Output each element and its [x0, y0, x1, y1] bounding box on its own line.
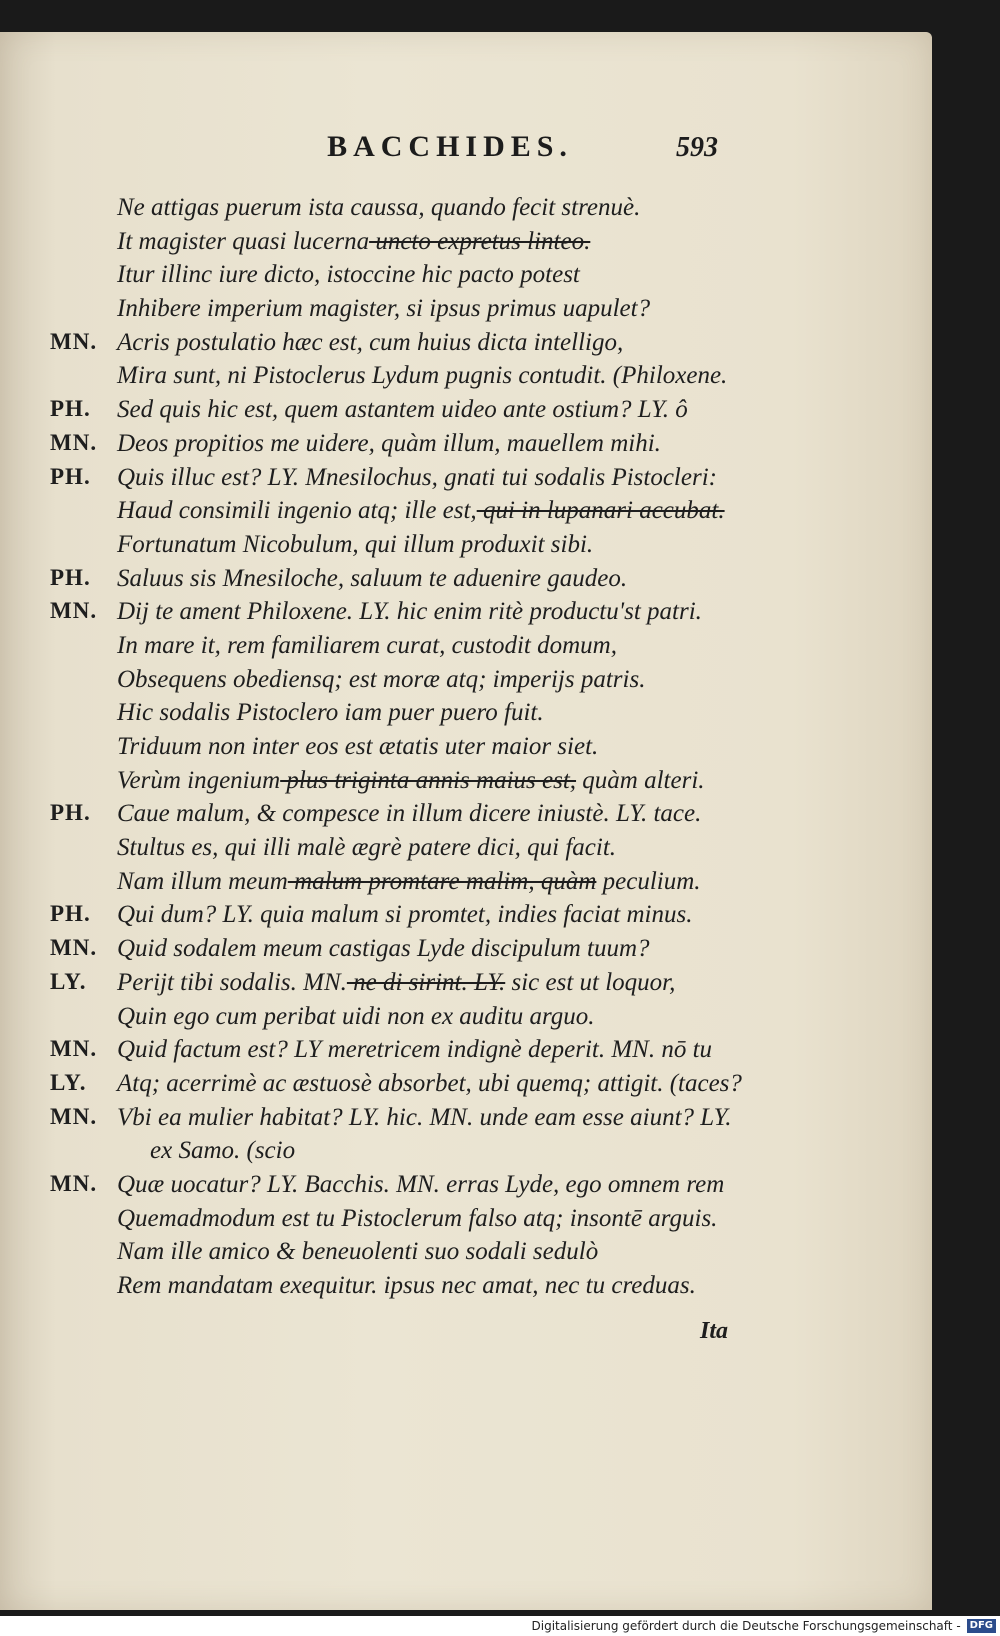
verse-text-main: Quid sodalem meum castigas Lyde discipulum tuum? [117, 935, 650, 963]
verse-text [117, 1205, 717, 1233]
running-title: BACCHIDES. [327, 130, 573, 163]
speaker-label: MN. [50, 429, 98, 455]
verse-text [117, 935, 650, 963]
verse-text [117, 969, 675, 997]
struck-through-text: qui in lupanari accubat. [476, 497, 725, 525]
verse-text [117, 632, 617, 660]
verse-line [0, 800, 932, 834]
verse-line [0, 1205, 932, 1239]
verse-line [0, 464, 932, 498]
verse-line [0, 632, 932, 666]
verse-text-main: ex Samo. (scio [150, 1137, 296, 1165]
speaker-label: MN. [50, 598, 98, 624]
verse-text-main: Caue malum, & compesce in illum dicere iniustè. LY. tace. [117, 800, 702, 828]
verse-text-main: Verùm ingenium [117, 766, 281, 794]
verse-line [0, 194, 932, 228]
verse-text-main: It magister quasi lucerna [117, 227, 370, 255]
verse-text-main: Nam ille amico & beneuolenti suo sodali sedulò [117, 1238, 599, 1266]
speaker-label: PH. [50, 564, 91, 590]
struck-through-text: uncto expretus linteo. [369, 227, 591, 255]
verse-text-main: Inhibere imperium magister, si ipsus primus uapulet? [117, 295, 651, 323]
verse-text-main: Deos propitios me uidere, quàm illum, mauellem mihi. [117, 429, 661, 457]
speaker-label: MN. [50, 1170, 98, 1196]
verse-line [0, 295, 932, 329]
verse-text [117, 1104, 732, 1132]
verse-text [117, 868, 701, 896]
verse-text-main: Acris postulatio hæc est, cum huius dicta intelligo, [117, 328, 624, 356]
verse-line [0, 767, 932, 801]
verse-text-main: Stultus es, qui illi malè ægrè patere dici, qui facit. [117, 834, 617, 862]
verse-text-after: sic est ut loquor, [505, 968, 676, 996]
verse-line [0, 935, 932, 969]
verse-line [0, 1272, 932, 1306]
verse-text [117, 1003, 595, 1031]
verse-line [0, 531, 932, 565]
verse-line [0, 228, 932, 262]
verse-text-main: Ne attigas puerum ista caussa, quando fecit strenuè. [117, 194, 641, 221]
verse-text [117, 901, 692, 929]
verse-list [0, 194, 932, 1306]
verse-text [117, 666, 645, 694]
verse-text [117, 565, 627, 593]
verse-text [117, 767, 705, 795]
speaker-label: LY. [50, 1069, 87, 1095]
verse-line [0, 598, 932, 632]
verse-line [0, 1238, 932, 1272]
verse-text-main: Quid factum est? LY meretricem indignè deperit. MN. nō tu [117, 1036, 713, 1064]
verse-text [117, 733, 598, 761]
verse-line [0, 868, 932, 902]
verse-line [0, 261, 932, 295]
verse-line [0, 969, 932, 1003]
verse-text-main: Fortunatum Nicobulum, qui illum produxit sibi. [117, 530, 594, 558]
struck-through-text: malum promtare malim, quàm [287, 867, 597, 895]
page-number: 593 [676, 132, 718, 163]
verse-text [117, 800, 701, 828]
verse-text [117, 295, 650, 323]
verse-line [0, 1070, 932, 1104]
verse-line [0, 901, 932, 935]
verse-text [117, 1070, 742, 1098]
verse-text-main: Dij te ament Philoxene. LY. hic enim ritè productu'st patri. [117, 598, 702, 626]
verse-text [117, 699, 544, 727]
verse-line [0, 733, 932, 767]
verse-line [0, 1137, 932, 1171]
verse-text [117, 531, 593, 559]
verse-text-main: Quin ego cum peribat uidi non ex auditu arguo. [117, 1002, 595, 1030]
verse-text [117, 598, 702, 626]
verse-line [0, 1171, 932, 1205]
verse-text [117, 1171, 724, 1199]
verse-text [117, 261, 580, 289]
verse-line [0, 1104, 932, 1138]
verse-text [117, 1238, 598, 1266]
verse-text [117, 329, 623, 357]
struck-through-text: ne di sirint. LY. [346, 968, 506, 996]
catchword: Ita [700, 1318, 729, 1344]
verse-text [117, 430, 661, 458]
verse-text-main: Itur illinc iure dicto, istoccine hic pacto potest [117, 261, 580, 289]
verse-text [117, 396, 688, 424]
speaker-label: MN. [50, 1103, 98, 1129]
verse-text [150, 1137, 295, 1165]
verse-line [0, 362, 932, 396]
speaker-label: PH. [50, 463, 91, 489]
verse-text [117, 362, 727, 390]
verse-line [0, 565, 932, 599]
verse-text [117, 464, 717, 492]
verse-line [0, 497, 932, 531]
verse-line [0, 834, 932, 868]
footer-credit: Digitalisierung gefördert durch die Deutsche Forschungsgemeinschaft - [531, 1619, 961, 1633]
struck-through-text: plus triginta annis maius est, [280, 766, 577, 794]
verse-text-main: Rem mandatam exequitur. ipsus nec amat, nec tu creduas. [117, 1272, 696, 1299]
speaker-label: LY. [50, 968, 87, 994]
dfg-logo: DFG [967, 1619, 996, 1633]
verse-text-main: Obsequens obediensq; est moræ atq; imperijs patris. [117, 665, 646, 693]
verse-text-main: Vbi ea mulier habitat? LY. hic. MN. unde eam esse aiunt? LY. [117, 1103, 732, 1131]
verse-text-after: peculium. [596, 867, 701, 895]
verse-text [117, 228, 590, 256]
verse-text-main: Hic sodalis Pistoclero iam puer puero fuit. [117, 699, 544, 727]
verse-text-main: In mare it, rem familiarem curat, custodit domum, [117, 631, 617, 659]
book-page [0, 32, 932, 1610]
verse-text-main: Mira sunt, ni Pistoclerus Lydum pugnis contudit. (Philoxene. [117, 362, 728, 390]
verse-line [0, 430, 932, 464]
speaker-label: PH. [50, 396, 91, 422]
verse-text-after: quàm alteri. [576, 766, 705, 794]
verse-text-main: Sed quis hic est, quem astantem uideo ante ostium? LY. ô [117, 396, 688, 424]
verse-line [0, 699, 932, 733]
speaker-label: PH. [50, 901, 91, 927]
verse-line [0, 329, 932, 363]
verse-text-main: Qui dum? LY. quia malum si promtet, indies faciat minus. [117, 901, 693, 929]
verse-text-main: Triduum non inter eos est ætatis uter maior siet. [117, 733, 599, 760]
verse-text-main: Quemadmodum est tu Pistoclerum falso atq; insontē arguis. [117, 1204, 718, 1232]
verse-text-main: Haud consimili ingenio atq; ille est, [117, 497, 477, 525]
verse-line [0, 396, 932, 430]
verse-text [117, 1272, 696, 1300]
verse-text-main: Perijt tibi sodalis. MN. [117, 968, 347, 996]
verse-line [0, 1036, 932, 1070]
verse-text [117, 834, 616, 862]
verse-text-main: Quæ uocatur? LY. Bacchis. MN. erras Lyde, ego omnem rem [117, 1170, 725, 1198]
verse-text [117, 1036, 712, 1064]
verse-text-main: Nam illum meum [117, 867, 288, 895]
verse-text [117, 194, 640, 222]
verse-text-main: Saluus sis Mnesiloche, saluum te aduenire gaudeo. [117, 564, 628, 592]
speaker-label: MN. [50, 1036, 98, 1062]
speaker-label: MN. [50, 328, 98, 354]
verse-line [0, 1003, 932, 1037]
verse-line [0, 666, 932, 700]
verse-text-main: Quis illuc est? LY. Mnesilochus, gnati tui sodalis Pistocleri: [117, 463, 717, 491]
digitization-footer [0, 1616, 1000, 1636]
verse-text [117, 497, 725, 525]
verse-text-main: Atq; acerrimè ac æstuosè absorbet, ubi quemq; attigit. (taces? [117, 1069, 742, 1097]
speaker-label: PH. [50, 800, 91, 826]
speaker-label: MN. [50, 935, 98, 961]
